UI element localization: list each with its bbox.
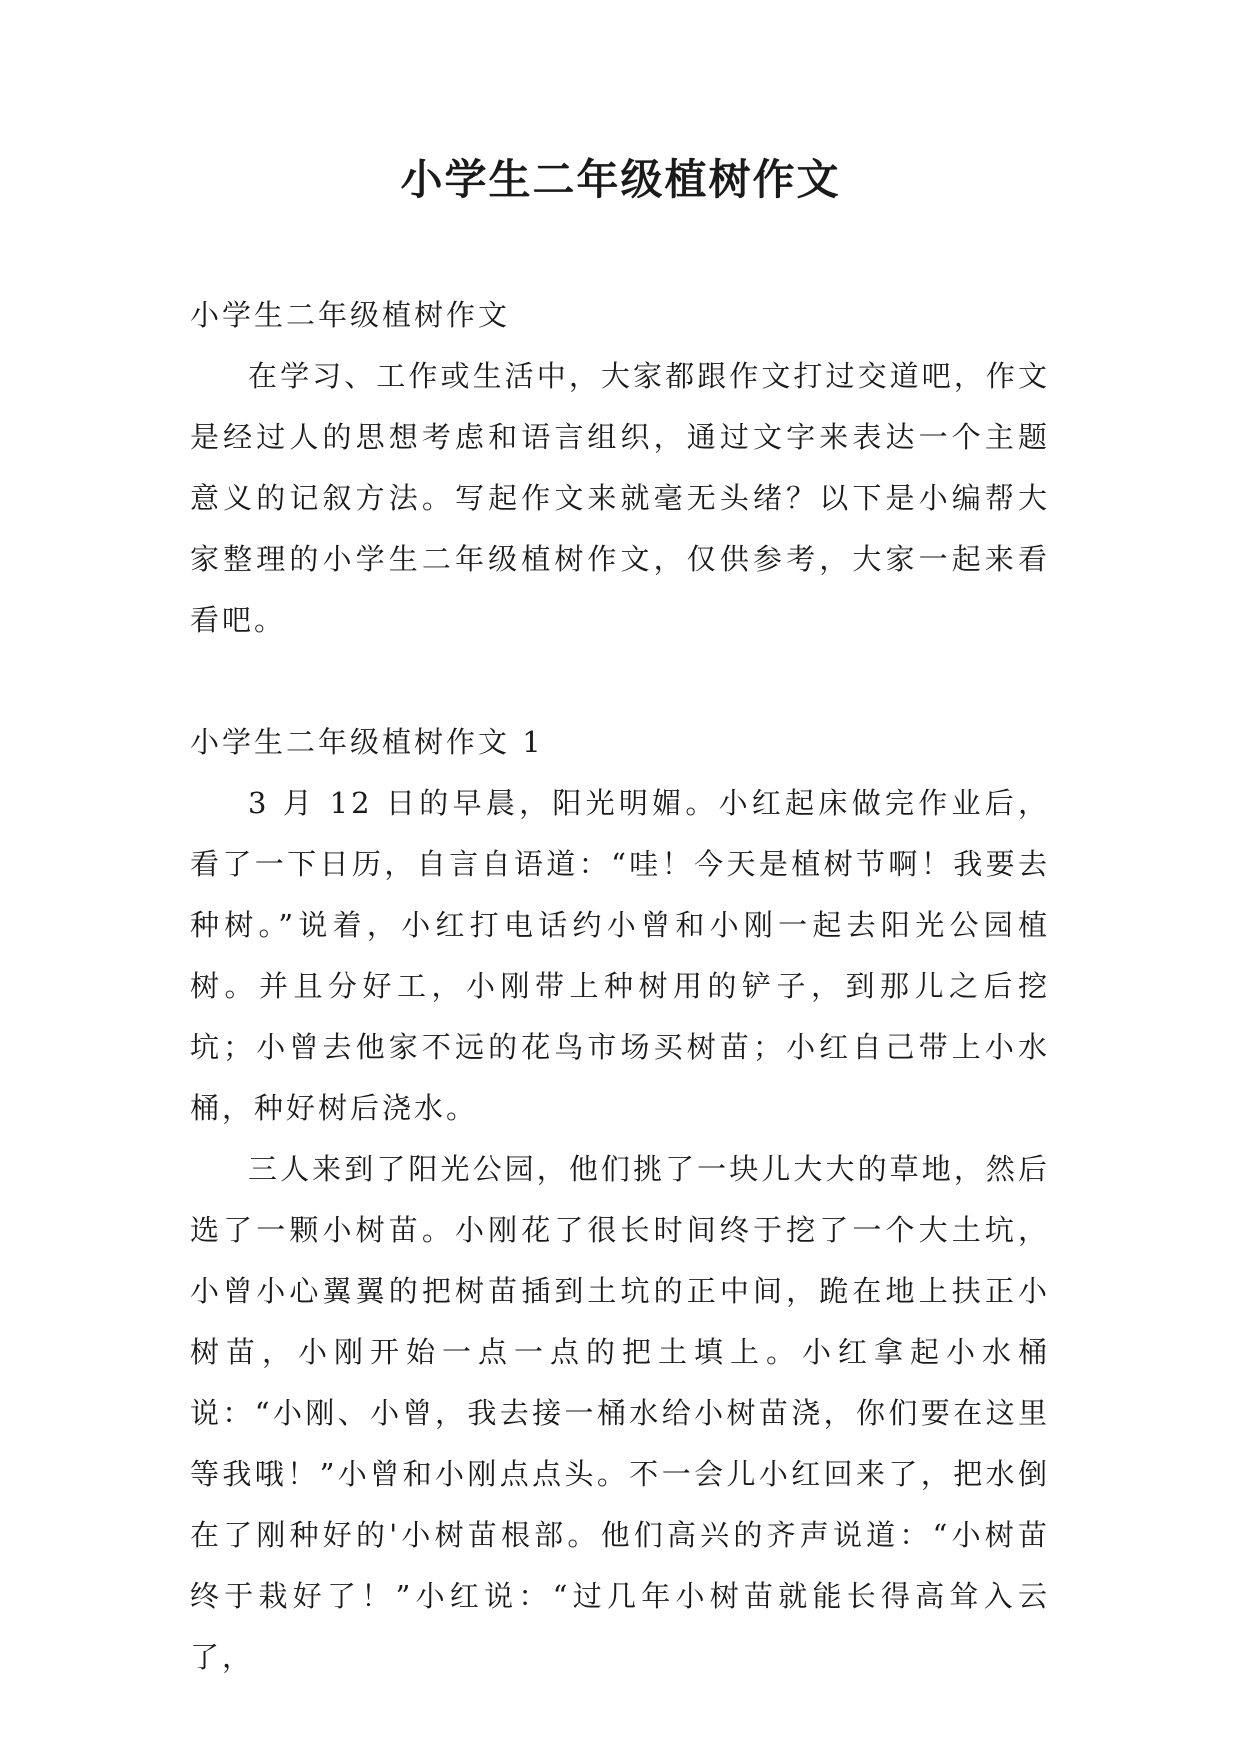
intro-paragraph: 在学习、工作或生活中，大家都跟作文打过交道吧，作文是经过人的思想考虑和语言组织，通过文字来表达一个主题意义的记叙方法。写起作文来就毫无头绪？以下是小编帮大家整理的小学生二年级植树作文，仅供参考，大家一起来看看吧。 xyxy=(190,359,1050,637)
body-paragraph: 3 月 12 日的早晨，阳光明媚。小红起床做完作业后，看了一下日历，自言自语道：“哇！今天是植树节啊！我要去种树。”说着，小红打电话约小曾和小刚一起去阳光公园植树。并且分好工，小刚带上种树用的铲子，到那儿之后挖坑；小曾去他家不远的花鸟市场买树苗；小红自己带上小水桶，种好树后浇水。 xyxy=(190,786,1050,1125)
body-paragraph: 三人来到了阳光公园，他们挑了一块儿大大的草地，然后选了一颗小树苗。小刚花了很长时间终于挖了一个大土坑，小曾小心翼翼的把树苗插到土坑的正中间，跪在地上扶正小树苗，小刚开始一点一点的把土填上。小红拿起小水桶说：“小刚、小曾，我去接一桶水给小树苗浇，你们要在这里等我哦！”小曾和小刚点点头。不一会儿小红回来了，把水倒在了刚种好的'小树苗根部。他们高兴的齐声说道：“小树苗终于栽好了！”小红说：“过几年小树苗就能长得高耸入云了， xyxy=(190,1152,1050,1674)
document-subtitle: 小学生二年级植树作文 xyxy=(190,298,511,332)
document-title: 小学生二年级植树作文 xyxy=(400,155,841,204)
section-spacer xyxy=(190,651,1050,712)
section-heading: 小学生二年级植树作文 1 xyxy=(190,725,544,759)
document-body xyxy=(190,285,1050,1688)
